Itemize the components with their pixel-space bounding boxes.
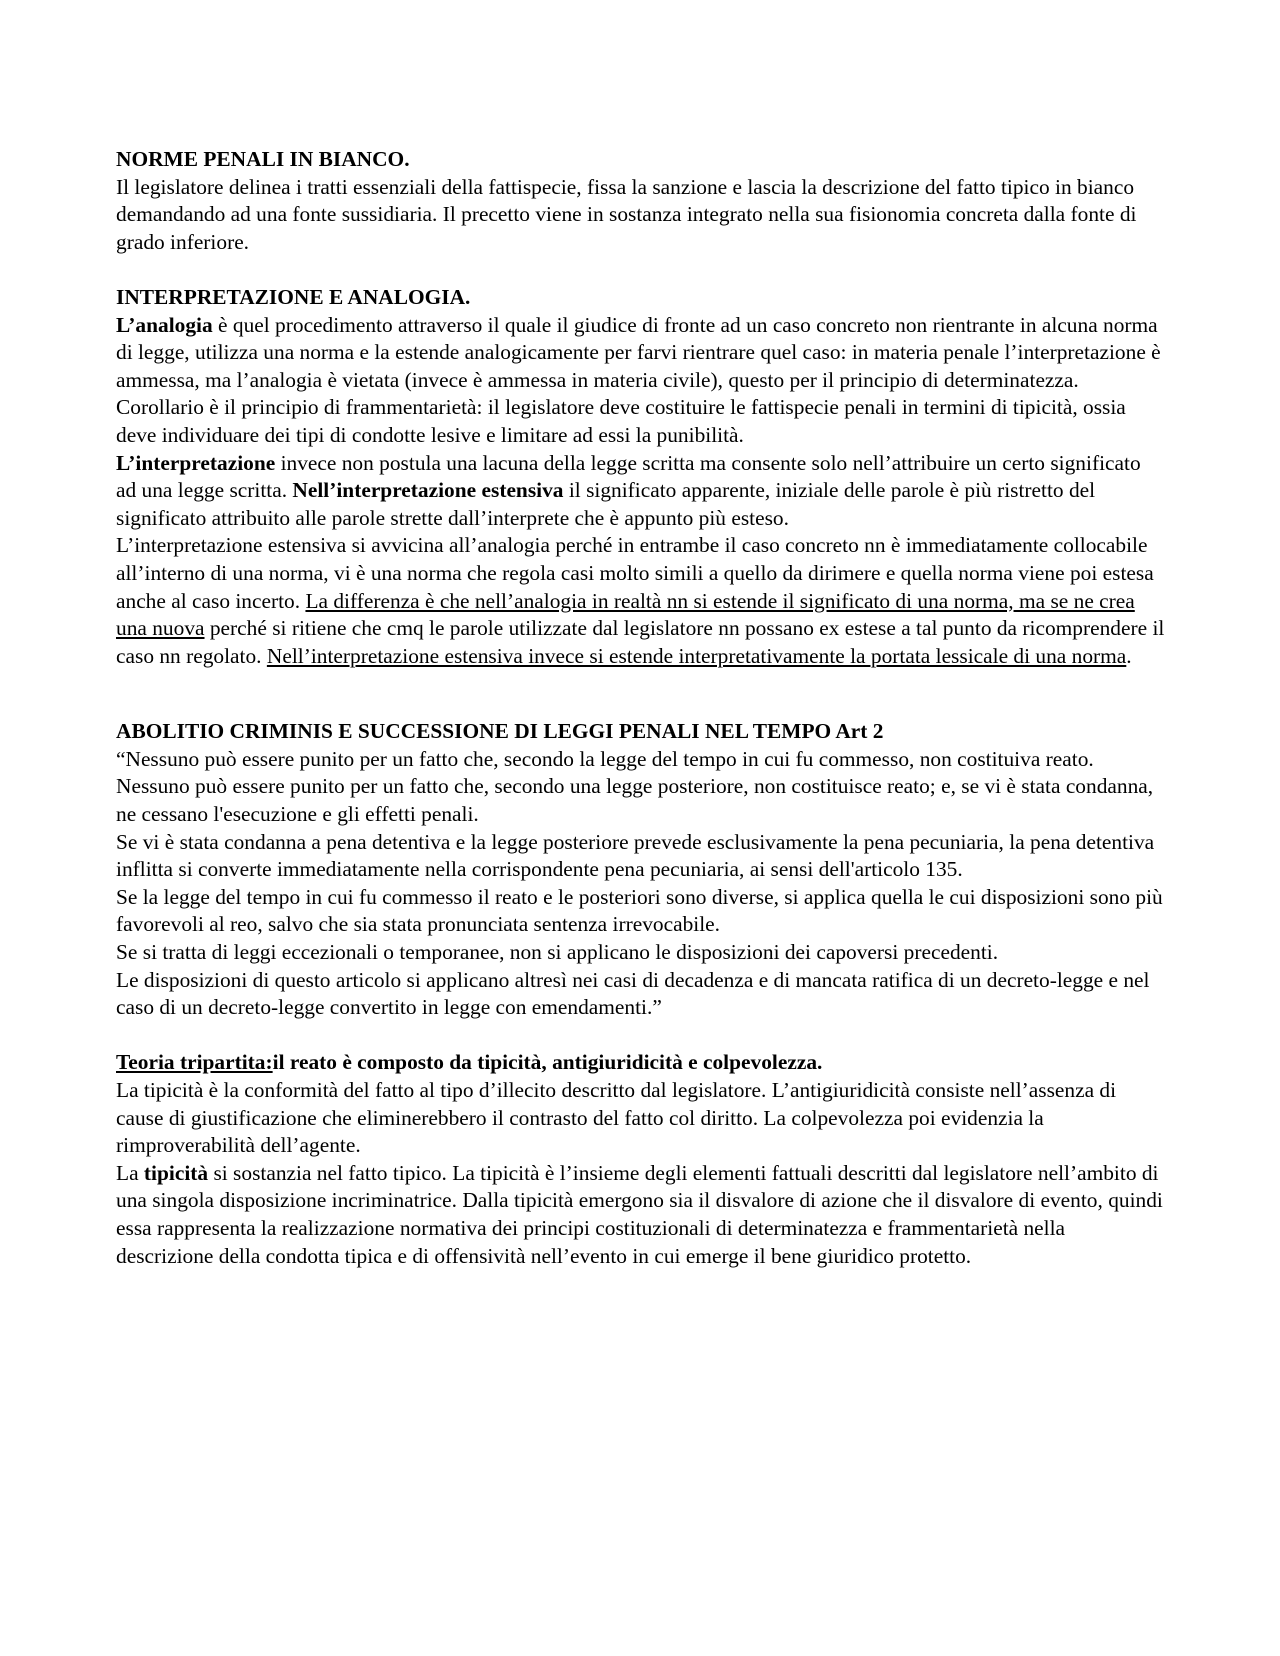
bold-term: Nell’interpretazione estensiva (292, 478, 564, 503)
section-heading: INTERPRETAZIONE E ANALOGIA. (116, 284, 471, 309)
paragraph: Corollario è il principio di frammentarietà: il legislatore deve costituire le fattispecie penali in termini di tipicità, ossia deve individuare dei tipi di condotte lesive e limitare ad essi la punibilità. (116, 395, 1126, 447)
text-run: si sostanzia nel fatto tipico. La tipicità è l’insieme degli elementi fattuali descritti dal legislatore nell’ambito di una singola disposizione incriminatrice. Dalla tipicità emergono sia il disvalore di azione che il disvalore di evento, quindi essa rappresenta la realizzazione normativa dei principi costituzionali di determinatezza e frammentarietà nella descrizione della condotta tipica e di offensività nell’evento in cui emerge il bene giuridico protetto. (116, 1160, 1163, 1268)
underlined-text: Teoria tripartita: (116, 1050, 273, 1075)
underlined-text: La differenza è che nell’analogia in realtà nn si estende il significato di una norma, ma se ne crea una nuova (116, 588, 1135, 641)
section-heading: NORME PENALI IN BIANCO. (116, 147, 410, 171)
paragraph (116, 1160, 1165, 1270)
paragraph: Se si tratta di leggi eccezionali o temporanee, non si applicano le disposizioni dei capoversi precedenti. (116, 940, 999, 965)
text-run: è quel procedimento attraverso il quale il giudice di fronte ad un caso concreto non rientrante in alcuna norma di legge, utilizza una norma e la estende analogicamente per farvi rientrare quel caso: in materia penale l’interpretazione è ammessa, ma l’analogia è vietata (invece è ammessa in materia civile), questo per il principio di determinatezza. (116, 312, 1161, 392)
paragraph: La tipicità è la conformità del fatto al tipo d’illecito descritto dal legislatore. L’antigiuridicità consiste nell’assenza di cause di giustificazione che eliminerebbero il contrasto del fatto col diritto. La colpevolezza poi evidenzia la rimproverabilità dell’agente. (116, 1078, 1117, 1158)
section-heading (116, 1049, 1165, 1077)
bold-term: tipicità (143, 1160, 209, 1185)
paragraph: Nessuno può essere punito per un fatto che, secondo una legge posteriore, non costituisce reato; e, se vi è stata condanna, ne cessano l'esecuzione e gli effetti penali. (116, 774, 1154, 827)
paragraph (116, 450, 1165, 533)
text-run: invece non postula una lacuna della legge scritta ma consente solo nell’attribuire un certo significato ad una legge scritta. (116, 450, 1141, 503)
text-run: . (1126, 643, 1132, 668)
section-abolitio-criminis (116, 718, 1165, 1022)
text-run: il significato apparente, iniziale delle parole è più ristretto del significato attribuito alle parole strette dall’interprete che è appunto più esteso. (116, 478, 1096, 530)
text-run: La (116, 1160, 144, 1185)
paragraph: Se vi è stata condanna a pena detentiva e la legge posteriore prevede esclusivamente la pena pecuniaria, la pena detentiva inflitta si converte immediatamente nella corrispondente pena pecuniaria, ai sensi dell'articolo 135. (116, 829, 1155, 882)
bold-term: L’interpretazione (116, 450, 276, 475)
paragraph (116, 312, 1165, 395)
section-norme-penali (116, 146, 1165, 256)
underlined-text: Nell’interpretazione estensiva invece si estende interpretativamente la portata lessicale di una norma (266, 643, 1127, 668)
text-run: il reato è composto da tipicità, antigiuridicità e colpevolezza. (272, 1050, 823, 1075)
section-heading: ABOLITIO CRIMINIS E SUCCESSIONE DI LEGGI PENALI NEL TEMPO Art 2 (116, 719, 884, 744)
paragraph: Se la legge del tempo in cui fu commesso il reato e le posteriori sono diverse, si applica quella le cui disposizioni sono più favorevoli al reo, salvo che sia stata pronunciata sentenza irrevocabile. (116, 884, 1163, 937)
paragraph: Le disposizioni di questo articolo si applicano altresì nei casi di decadenza e di mancata ratifica di un decreto-legge e nel caso di un decreto-legge convertito in legge con emendamenti.” (116, 967, 1150, 1020)
bold-term: L’analogia (116, 312, 213, 337)
text-run: L’interpretazione estensiva si avvicina all’analogia perché in entrambe il caso concreto nn è immediatamente collocabile all’interno di una norma, vi è una norma che regola casi molto simili a quello da dirimere e quella norma viene poi estesa anche al caso incerto. (116, 533, 1154, 613)
section-interpretazione (116, 284, 1165, 670)
section-teoria-tripartita (116, 1049, 1165, 1270)
paragraph: “Nessuno può essere punito per un fatto che, secondo la legge del tempo in cui fu commesso, non costituiva reato. (116, 746, 1094, 771)
paragraph: Il legislatore delinea i tratti essenziali della fattispecie, fissa la sanzione e lascia la descrizione del fatto tipico in bianco demandando ad una fonte sussidiaria. Il precetto viene in sostanza integrato nella sua fisionomia concreta dalla fonte di grado inferiore. (116, 174, 1137, 254)
text-run: perché si ritiene che cmq le parole utilizzate dal legislatore nn possano ex estese a tal punto da ricomprendere il caso nn regolato. (116, 616, 1165, 668)
paragraph (116, 532, 1165, 670)
